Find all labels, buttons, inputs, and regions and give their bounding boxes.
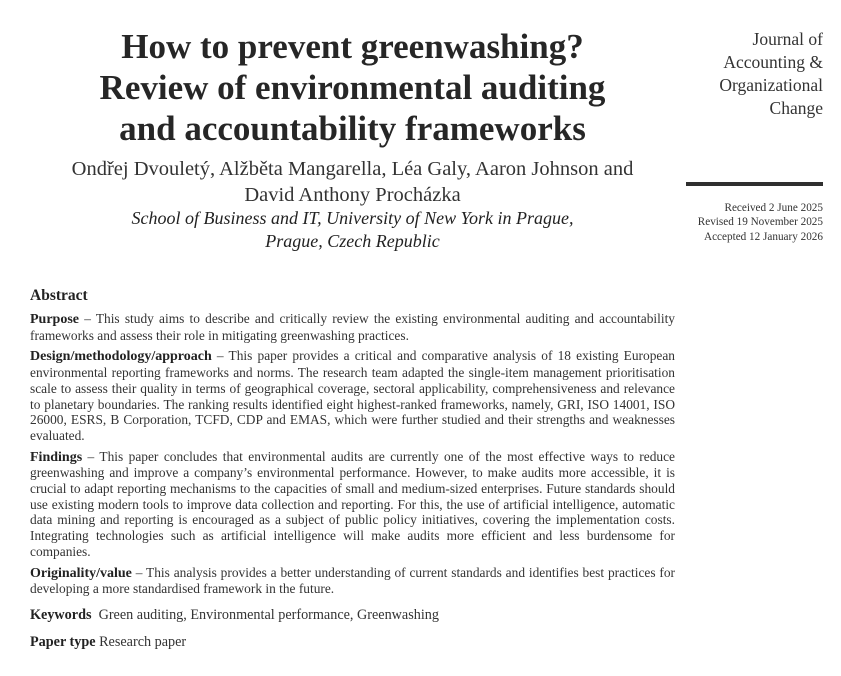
abstract-heading: Abstract — [30, 287, 88, 304]
accepted-date: Accepted 12 January 2026 — [704, 230, 823, 243]
paper-type-row — [30, 633, 675, 651]
affiliation-line-2: Prague, Czech Republic — [265, 231, 440, 251]
abstract-section — [30, 286, 675, 651]
journal-line-2: Accounting & — [723, 52, 823, 72]
originality-label: Originality/value — [30, 565, 132, 581]
title-line-3: and accountability frameworks — [119, 109, 586, 148]
keywords-row — [30, 606, 675, 624]
authors-line-1: Ondřej Dvouletý, Alžběta Mangarella, Léa Galy, Aaron Johnson and — [71, 158, 634, 180]
revised-date: Revised 19 November 2025 — [697, 216, 823, 229]
design-text: – This paper provides a critical and comparative analysis of 18 existing European environmental reporting frameworks and norms. The research team adapted the single-item management prioritisation scale to assess their quality in terms of geographical coverage, sectoral applicability, comprehensiveness and relevance to planetary boundaries. The ranking results identified eight highest-ranked frameworks, namely, GRI, ISO 14001, ISO 26000, ESRS, B Corporation, TCFD, CDP and EMAS, which were further studied and their strengths and weaknesses evaluated. — [30, 348, 675, 443]
journal-line-3: Organizational — [719, 75, 823, 95]
findings-text: – This paper concludes that environmental audits are currently one of the most effective ways to reduce greenwashing and improve a company’s environmental performance. However, to make audits more accessible, it is crucial to adapt reporting mechanisms to the capacities of small and medium-sized enterprises. Future standards should use existing modern tools to improve data collection and reporting. For this, the use of artificial intelligence, automatic data mining and reporting is encouraged as a subject of public policy initiatives, covering the implementation costs. Integrating technologies such as artificial intelligence will make audits more efficient and less burdensome for companies. — [30, 448, 675, 559]
affiliation-line-1: School of Business and IT, University of New York in Prague, — [131, 208, 574, 228]
paper-type-text: Research paper — [99, 633, 187, 650]
journal-line-4: Change — [769, 98, 823, 118]
originality-paragraph — [30, 565, 675, 597]
originality-text: – This analysis provides a better understanding of current standards and identifies best practices for developing a more standardised framework in the future. — [30, 564, 675, 597]
journal-line-1: Journal of — [752, 29, 823, 49]
purpose-paragraph — [30, 311, 675, 343]
design-label: Design/methodology/approach — [30, 349, 212, 365]
title-line-2: Review of environmental auditing — [99, 68, 606, 107]
findings-label: Findings — [30, 449, 83, 465]
design-paragraph — [30, 348, 675, 443]
findings-paragraph — [30, 449, 675, 560]
title-line-1: How to prevent greenwashing? — [121, 27, 584, 66]
journal-divider — [686, 182, 823, 186]
author-list — [10, 156, 695, 208]
paper-type-label: Paper type — [30, 633, 96, 650]
journal-name — [623, 28, 823, 120]
purpose-text: – This study aims to describe and critically review the existing environmental auditing and accountability frameworks and assess their role in mitigating greenwashing practices. — [30, 311, 675, 343]
publication-dates — [603, 201, 823, 244]
paper-title — [30, 26, 675, 149]
affiliation — [30, 207, 675, 253]
authors-line-2: David Anthony Procházka — [244, 184, 461, 206]
keywords-text: Green auditing, Environmental performance, Greenwashing — [98, 606, 439, 623]
keywords-label: Keywords — [30, 606, 92, 623]
received-date: Received 2 June 2025 — [724, 202, 823, 214]
purpose-label: Purpose — [30, 312, 79, 327]
